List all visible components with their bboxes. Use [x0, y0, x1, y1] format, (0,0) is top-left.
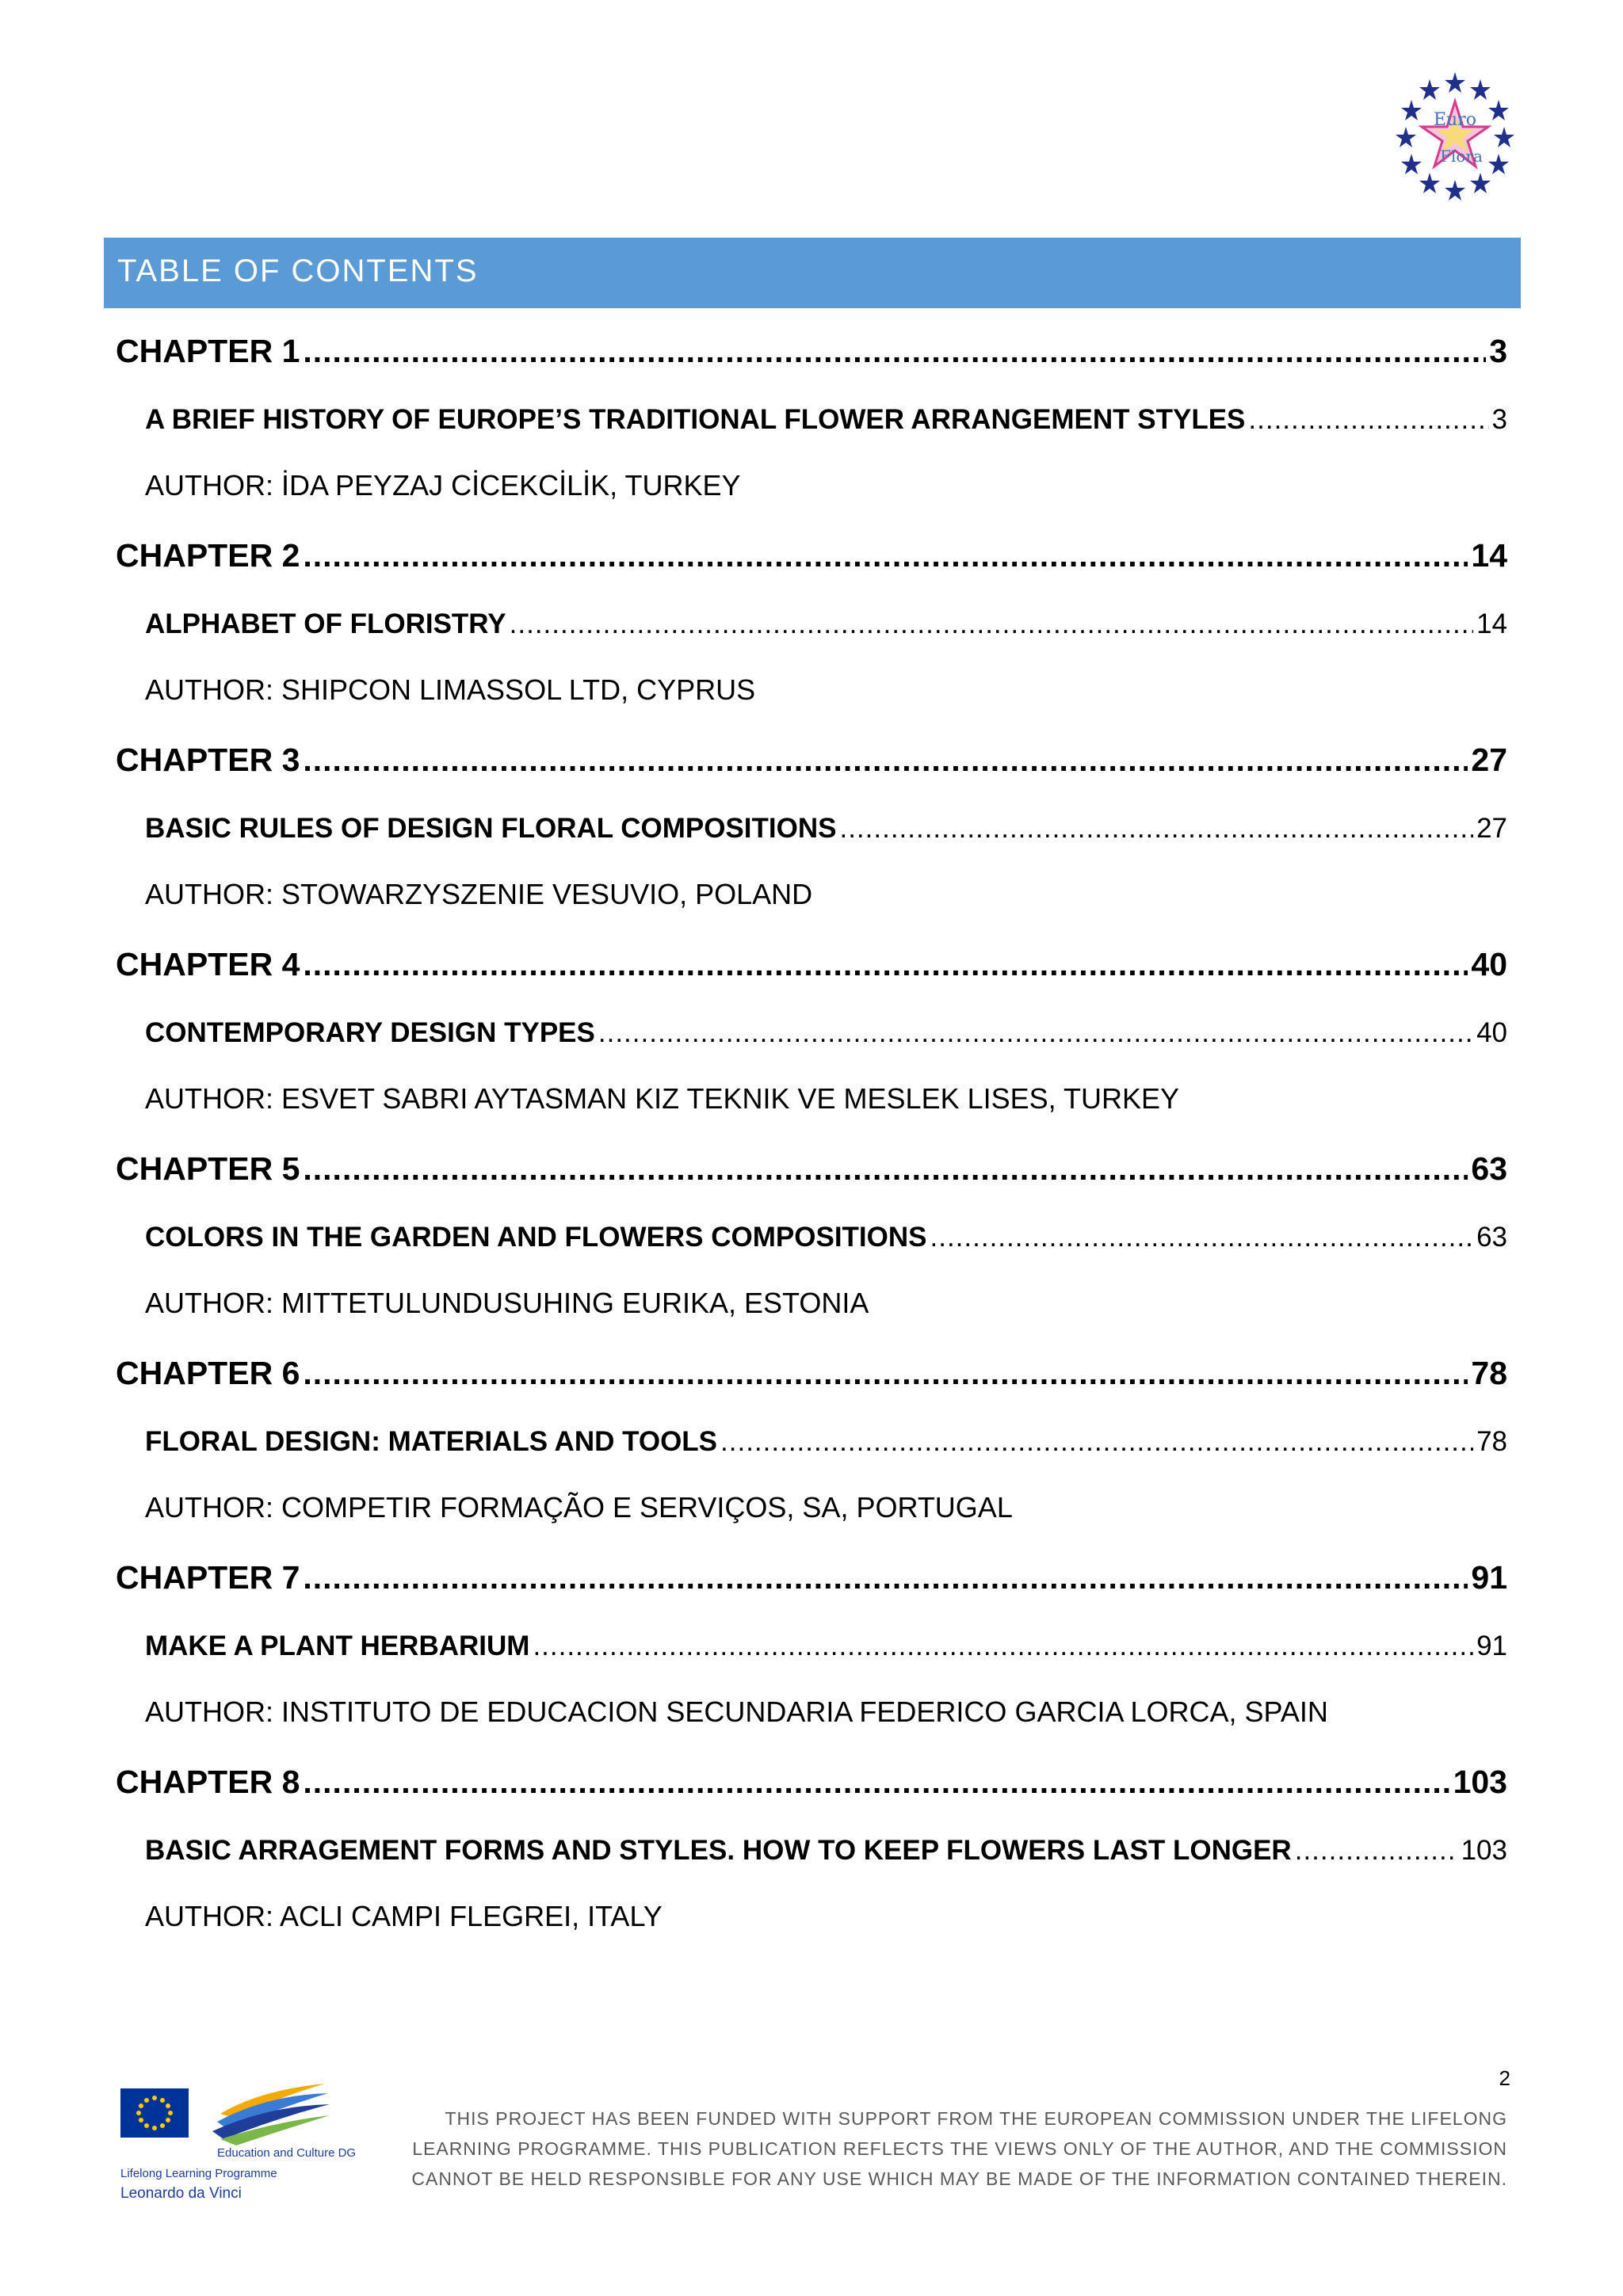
chapter-label: CHAPTER 8 — [116, 1764, 300, 1800]
euro-flora-logo — [1385, 70, 1525, 204]
logo-text-flora: Flora — [1440, 147, 1483, 166]
chapter-page-number: 78 — [1471, 1355, 1507, 1391]
chapter-label: CHAPTER 5 — [116, 1150, 300, 1187]
dot-leader — [533, 1630, 1473, 1662]
section-title: BASIC RULES OF DESIGN FLORAL COMPOSITIONS — [145, 813, 837, 844]
toc-section-entry[interactable] — [145, 1017, 1507, 1049]
leonardo-caption: Leonardo da Vinci — [120, 2185, 242, 2202]
section-page-number: 63 — [1476, 1222, 1507, 1253]
dot-leader — [303, 537, 1468, 574]
dot-leader — [303, 1764, 1449, 1801]
chapter-page-number: 3 — [1489, 333, 1507, 369]
chapter-label: CHAPTER 4 — [116, 946, 300, 982]
chapter-label: CHAPTER 3 — [116, 742, 300, 778]
programme-caption: Lifelong Learning Programme — [120, 2167, 277, 2180]
section-title: FLORAL DESIGN: MATERIALS AND TOOLS — [145, 1426, 718, 1457]
page-number: 2 — [1499, 2066, 1510, 2090]
section-title: ALPHABET OF FLORISTRY — [145, 608, 506, 639]
section-page-number: 78 — [1476, 1426, 1507, 1457]
author-line: AUTHOR: İDA PEYZAJ CİCEKCİLİK, TURKEY — [145, 469, 741, 502]
author-line: AUTHOR: ESVET SABRI AYTASMAN KIZ TEKNIK VE MESLEK LISES, TURKEY — [145, 1082, 1180, 1115]
dot-leader — [303, 742, 1468, 779]
section-title: MAKE A PLANT HERBARIUM — [145, 1630, 530, 1661]
section-title: COLORS IN THE GARDEN AND FLOWERS COMPOSITIONS — [145, 1222, 927, 1253]
section-page-number: 103 — [1461, 1835, 1507, 1866]
education-culture-caption: Education and Culture DG — [217, 2146, 357, 2160]
section-page-number: 40 — [1476, 1017, 1507, 1048]
toc-chapter-entry[interactable] — [116, 333, 1507, 370]
chapter-page-number: 27 — [1471, 742, 1507, 778]
chapter-page-number: 40 — [1471, 946, 1507, 982]
author-line: AUTHOR: INSTITUTO DE EDUCACION SECUNDARIA FEDERICO GARCIA LORCA, SPAIN — [145, 1695, 1328, 1728]
author-line: AUTHOR: SHIPCON LIMASSOL LTD, CYPRUS — [145, 673, 756, 706]
dot-leader — [303, 333, 1486, 370]
section-title: BASIC ARRAGEMENT FORMS AND STYLES. HOW TO KEEP FLOWERS LAST LONGER — [145, 1835, 1292, 1866]
section-title: CONTEMPORARY DESIGN TYPES — [145, 1017, 595, 1048]
dot-leader — [303, 1355, 1468, 1392]
dot-leader — [1248, 404, 1488, 436]
toc-section-entry[interactable] — [145, 1835, 1507, 1867]
toc-title: TABLE OF CONTENTS — [117, 254, 479, 288]
dot-leader — [303, 1559, 1468, 1596]
toc-section-entry[interactable] — [145, 1426, 1507, 1458]
section-page-number: 14 — [1476, 608, 1507, 639]
chapter-page-number: 63 — [1471, 1150, 1507, 1187]
toc-section-entry[interactable] — [145, 404, 1507, 436]
chapter-label: CHAPTER 6 — [116, 1355, 300, 1391]
section-page-number: 27 — [1476, 813, 1507, 844]
author-line: AUTHOR: STOWARZYSZENIE VESUVIO, POLAND — [145, 878, 813, 910]
chapter-label: CHAPTER 2 — [116, 537, 300, 574]
swoosh-icon — [212, 2084, 330, 2145]
dot-leader — [598, 1017, 1473, 1049]
logo-text-euro: Euro — [1434, 110, 1476, 130]
toc-chapter-entry[interactable] — [116, 1764, 1507, 1801]
author-line: AUTHOR: COMPETIR FORMAÇÃO E SERVIÇOS, SA, PORTUGAL — [145, 1491, 1013, 1524]
dot-leader — [510, 608, 1473, 640]
toc-chapter-entry[interactable] — [116, 946, 1507, 983]
chapter-page-number: 103 — [1453, 1764, 1507, 1800]
section-title: A BRIEF HISTORY OF EUROPE’S TRADITIONAL FLOWER ARRANGEMENT STYLES — [145, 404, 1246, 435]
dot-leader — [930, 1222, 1474, 1253]
toc-section-entry[interactable] — [145, 813, 1507, 845]
toc-chapter-entry[interactable] — [116, 1559, 1507, 1596]
toc-section-entry[interactable] — [145, 1630, 1507, 1662]
dot-leader — [720, 1426, 1473, 1458]
dot-leader — [303, 1150, 1468, 1188]
toc-section-entry[interactable] — [145, 1222, 1507, 1253]
chapter-label: CHAPTER 1 — [116, 333, 300, 369]
chapter-page-number: 91 — [1471, 1559, 1507, 1596]
chapter-page-number: 14 — [1471, 537, 1507, 574]
footer-disclaimer: THIS PROJECT HAS BEEN FUNDED WITH SUPPORT FROM THE EUROPEAN COMMISSION UNDER THE LIFELONG LEARNING PROGRAMME. THIS PUBLICATION REFLECTS THE VIEWS ONLY OF THE AUTHOR, AND THE COMMISSION CANNOT BE HELD RESPONSIBLE FOR ANY USE WHICH MAY BE MADE OF THE INFORMATION CONTAINED THEREIN. — [411, 2108, 1507, 2189]
dot-leader — [839, 813, 1473, 845]
chapter-label: CHAPTER 7 — [116, 1559, 300, 1596]
toc-chapter-entry[interactable] — [116, 742, 1507, 779]
toc-chapter-entry[interactable] — [116, 1355, 1507, 1392]
section-page-number: 3 — [1491, 404, 1507, 435]
section-page-number: 91 — [1476, 1630, 1507, 1661]
toc-section-entry[interactable] — [145, 608, 1507, 640]
dot-leader — [303, 946, 1468, 983]
toc-chapter-entry[interactable] — [116, 537, 1507, 574]
author-line: AUTHOR: MITTETULUNDUSUHING EURIKA, ESTONIA — [145, 1287, 869, 1319]
eu-programme-logo — [117, 2066, 363, 2213]
dot-leader — [1295, 1835, 1458, 1867]
author-line: AUTHOR: ACLI CAMPI FLEGREI, ITALY — [145, 1900, 663, 1932]
toc-chapter-entry[interactable] — [116, 1150, 1507, 1188]
